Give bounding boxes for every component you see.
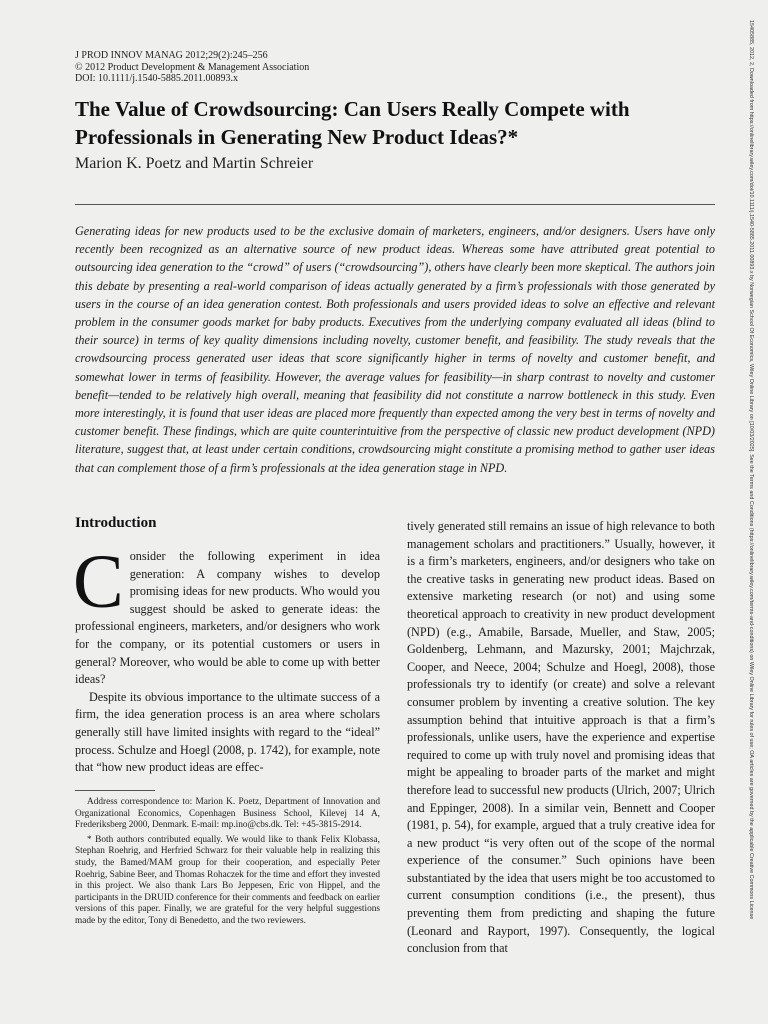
drop-cap: C (73, 540, 124, 624)
footnote-divider (75, 790, 155, 791)
intro-paragraph-2: Despite its obvious importance to the ultimate success of a firm, the idea generation process is an area where scholars generally still have limited insights with regard to the “ideal” process. Schulze and Hoegl (2008, p. 1742), for example, note that “how new product ideas are effec- (75, 689, 380, 775)
journal-copyright: © 2012 Product Development & Management Association (75, 61, 310, 73)
footnote-acknowledgment: * Both authors contributed equally. We would like to thank Felix Klobassa, Stephan Roehrig, and Herfried Schwarz for their valuable help in realizing this study, the Bamed/MAM group for their cooperation, and especially Peter Roehrig, Sabine Beer, and Thomas Rohaczek for the time and effort they invested in this project. We also thank Lars Bo Jeppesen, Eric von Hippel, and the participants in the DRUID conference for their comments and feedback on earlier versions of this paper. Finally, we are grateful for the very helpful suggestions made by the editor, Tony di Benedetto, and the two reviewers. (75, 834, 380, 926)
journal-meta (75, 50, 309, 85)
journal-doi: DOI: 10.1111/j.1540-5885.2011.00893.x (75, 73, 238, 84)
journal-citation: J PROD INNOV MANAG 2012;29(2):245–256 (75, 50, 268, 61)
footnotes (75, 797, 380, 931)
download-side-note: 15405885, 2012, 2, Downloaded from https://onlinelibrary.wiley.com/doi/10.1111/j.1540-5885.2011.00893.x by Norwegian School Of Economics, Wiley Online Library on [10/03/2025]. See the Terms and Conditions (https://onlinelibrary.wiley.com/terms-and-conditions) on Wiley Online Library for rules of use; OA articles are governed by the applicable Creative Commons License (748, 20, 754, 920)
intro-right-paragraph: tively generated still remains an issue of high relevance to both management scholars and practitioners.” Usually, however, it is a firm’s marketers, engineers, and/or designers who take on the creative tasks in generating new product ideas. Based on extensive marketing research (or not) and using some theoretical approach to creativity in new product development (NPD) (e.g., Amabile, Barsade, Mueller, and Staw, 2005; Goldenberg, Lehmann, and Mazursky, 2001; Majchrzak, Cooper, and Neece, 2004; Schulze and Hoegl, 2008), those professionals try to identify (or create) and solve a relevant consumer problem by inventing a creative solution. The key assumption behind that intuitive approach is that a firm’s professionals, unlike users, have the experience and expertise required to come up with truly novel and promising ideas that might be appealing to broader parts of the market and might therefore lead to successful new products (Ulrich, 2007; Ulrich and Eppinger, 2008). In a similar vein, Bennett and Cooper (1981, p. 54), for example, argued that a truly creative idea for a new product “is very often out of the scope of the normal experience of the consumer.” Such opinions have been substantiated by the idea that users might be too accustomed to current consumption conditions (i.e., the present), thus preventing them from predicting and shaping the future (Leonard and Rayport, 1997). Consequently, the logical conclusion from that (407, 519, 715, 956)
introduction-left-column (73, 540, 380, 777)
intro-paragraph-1-text: onsider the following experiment in idea generation: A company wishes to develop promising ideas for new products. Who would you suggest should be asked to generate ideas: the professional engineers, marketers, and/or designers who work for the company, or its potential customers or users in general? Moreover, who would be able to come up with better ideas? (75, 549, 380, 687)
footnote-address: Address correspondence to: Marion K. Poetz, Department of Innovation and Organizational Economics, Copenhagen Business School, Kilevej 14 A, Frederiksberg 2000, Denmark. E-mail: mp.ino@cbs.dk. Tel: +45-3815-2914. (75, 797, 380, 831)
article-title: The Value of Crowdsourcing: Can Users Really Compete with Professionals in Generating New Product Ideas?* (75, 97, 630, 149)
intro-paragraph-1 (73, 540, 380, 689)
abstract: Generating ideas for new products used to be the exclusive domain of marketers, engineers, and/or designers. Users have only recently been recognized as an alternative source of new product ideas. Whereas some have attributed great potential to outsourcing idea generation to the “crowd” of users (“crowdsourcing”), others have clearly been more skeptical. The authors join this debate by presenting a real-world comparison of ideas actually generated by a firm’s professionals with those generated by users in the course of an idea generation contest. Both professionals and users provided ideas to solve an effective and relevant problem in the consumer goods market for baby products. Executives from the underlying company evaluated all ideas (blind to their source) in terms of key quality dimensions including novelty, customer benefit, and feasibility. The study reveals that the crowdsourcing process generated user ideas that score significantly higher in terms of novelty and customer benefit, and somewhat lower in terms of feasibility. However, the average values for feasibility—in sharp contrast to novelty and customer benefit—tended to be relatively high overall, meaning that feasibility did not constitute a narrow bottleneck in this study. Even more interestingly, it is found that user ideas are placed more frequently than expected among the very best in terms of novelty and customer benefit. These findings, which are quite counterintuitive from the perspective of classic new product development (NPD) literature, suggest that, at least under certain conditions, crowdsourcing might constitute a promising method to gather user ideas that can complement those of a firm’s professionals at the idea generation stage in NPD. (75, 224, 715, 475)
header-divider (75, 204, 715, 205)
introduction-right-column (407, 518, 715, 958)
article-authors: Marion K. Poetz and Martin Schreier (75, 155, 314, 172)
section-heading-introduction: Introduction (75, 515, 157, 531)
